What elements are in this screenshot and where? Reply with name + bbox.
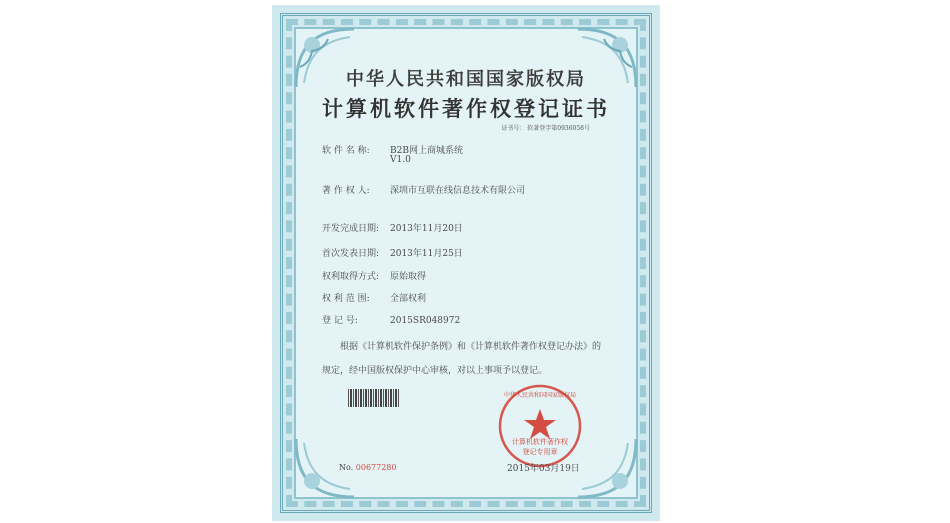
issue-date: 2015年03月19日	[507, 464, 580, 474]
field-label: 权 利 范 围:	[322, 294, 370, 304]
authority-title: 中华人民共和国国家版权局	[346, 69, 586, 90]
certificate-title: 计算机软件著作权登记证书	[322, 96, 610, 121]
field-copyright-owner	[322, 183, 525, 196]
field-label: 首次发表日期:	[322, 249, 380, 259]
statement-line-1: 根据《计算机软件保护条例》和《计算机软件著作权登记办法》的	[340, 342, 602, 352]
serial-number	[339, 463, 396, 472]
seal-ring-text: 中华人民共和国国家版权局	[503, 392, 576, 399]
field-value: 2013年11月25日	[390, 249, 463, 259]
seal-text-line-2: 登记专用章	[522, 448, 558, 456]
field-completion-date	[322, 221, 463, 234]
field-value: 深圳市互联在线信息技术有限公司	[390, 186, 526, 196]
field-acquisition-method	[322, 269, 426, 282]
field-software-version: V1.0	[390, 155, 411, 165]
field-value: 全部权利	[390, 294, 427, 304]
certificate	[272, 5, 660, 521]
field-value: B2B网上商城系统	[390, 146, 463, 156]
field-label: 开发完成日期:	[322, 224, 380, 234]
certificate-number: 证书号： 软著登字第0936058号	[501, 125, 590, 132]
serial-value: 00677280	[355, 463, 397, 472]
serial-prefix: No.	[339, 463, 354, 472]
field-registration-number	[322, 313, 460, 326]
field-value: 2013年11月20日	[390, 224, 463, 234]
field-publish-date	[322, 246, 463, 259]
field-label: 软 件 名 称:	[322, 146, 370, 156]
field-label: 权利取得方式:	[322, 272, 380, 282]
corner-ornament-icon	[576, 437, 638, 499]
field-value: 2015SR048972	[390, 316, 461, 326]
seal-text-line-1: 计算机软件著作权	[512, 438, 568, 446]
statement-line-2: 规定，经中国版权保护中心审核，对以上事项予以登记。	[322, 366, 548, 376]
field-rights-scope	[322, 291, 426, 304]
field-label: 著 作 权 人:	[322, 186, 370, 196]
field-label: 登 记 号:	[322, 316, 358, 326]
barcode-icon	[348, 389, 400, 407]
field-value: 原始取得	[390, 272, 427, 282]
